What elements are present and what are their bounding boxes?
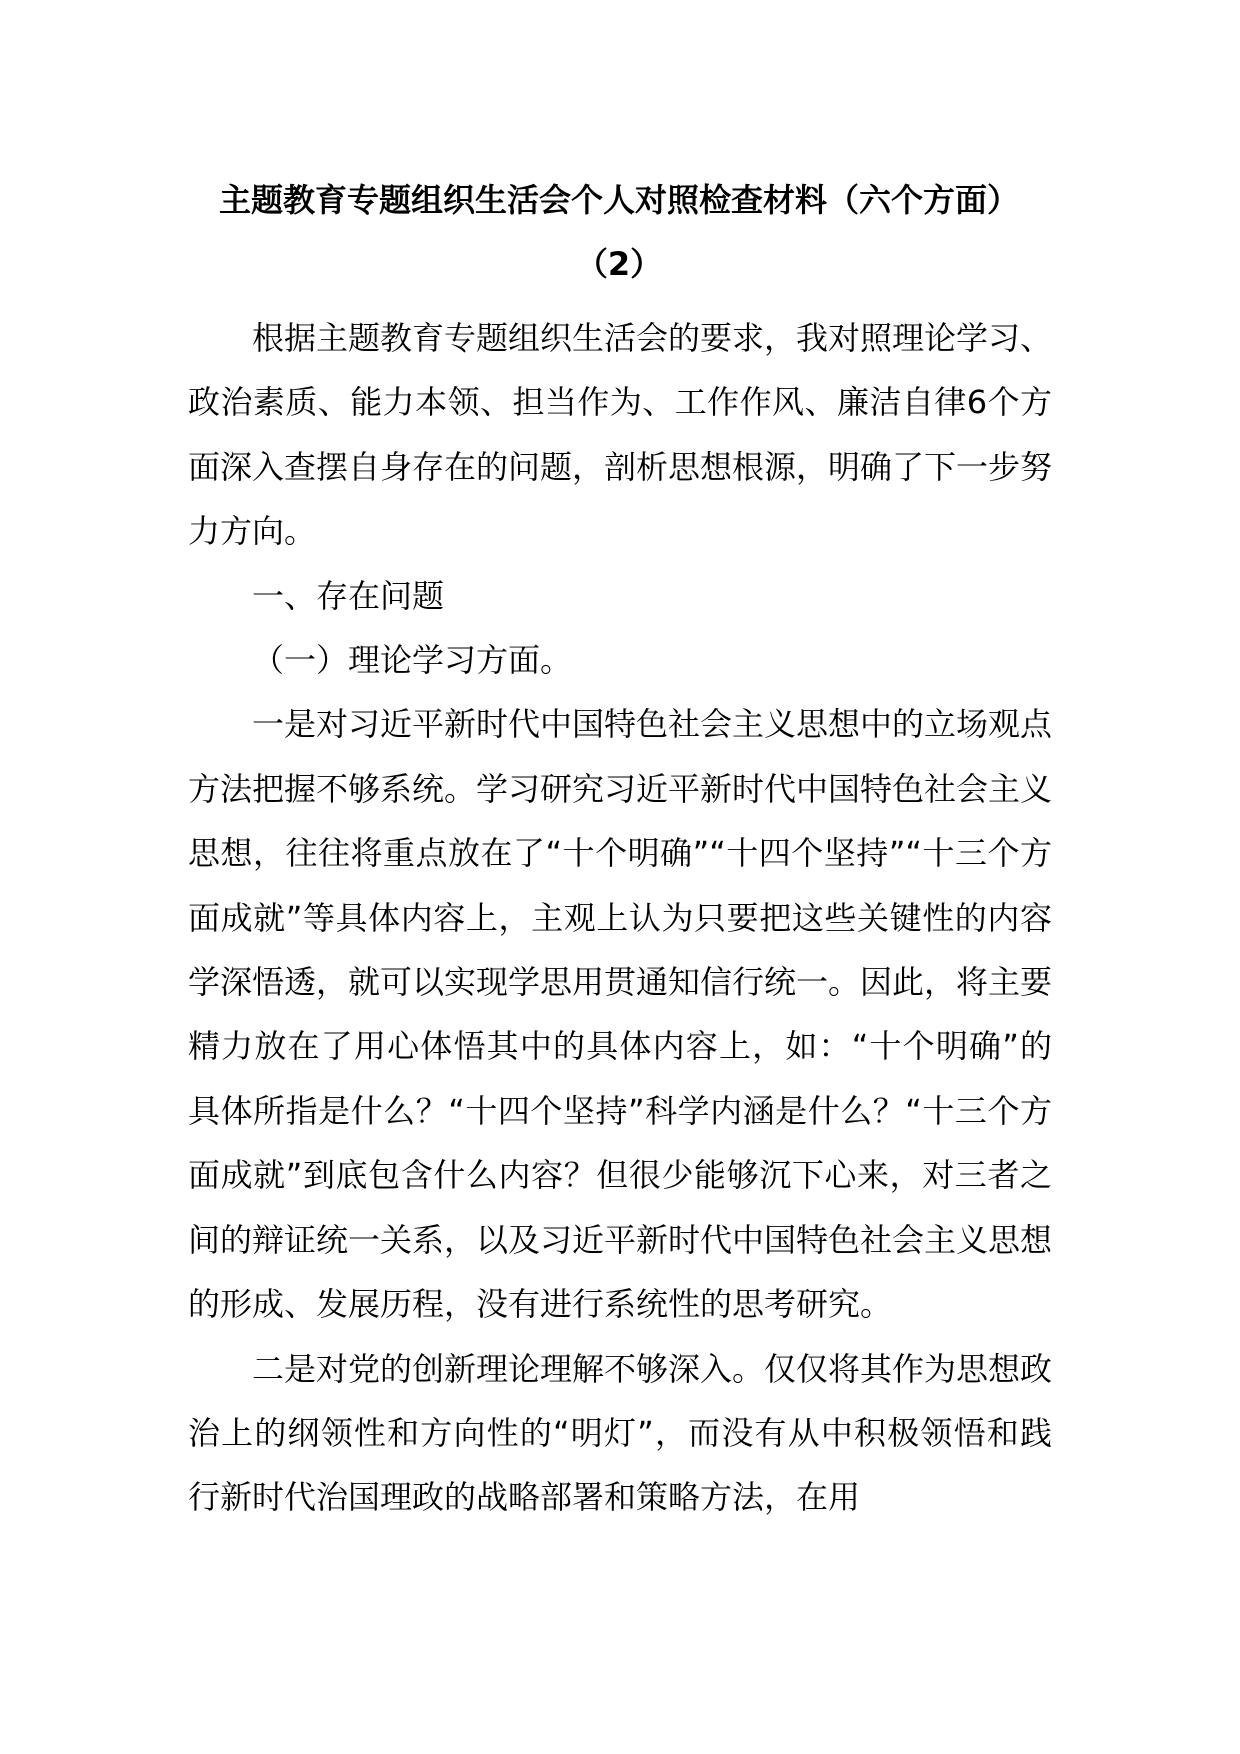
body-paragraph: 一是对习近平新时代中国特色社会主义思想中的立场观点方法把握不够系统。学习研究习近平新时代中国特色社会主义思想，往往将重点放在了“十个明确”“十四个坚持”“十三个方面成就”等具体内容上，主观上认为只要把这些关键性的内容学深悟透，就可以实现学思用贯通知信行统一。因此，将主要精力放在了用心体悟其中的具体内容上，如：“十个明确”的具体所指是什么？“十四个坚持”科学内涵是什么？“十三个方面成就”到底包含什么内容？但很少能够沉下心来，对三者之间的辩证统一关系，以及习近平新时代中国特色社会主义思想的形成、发展历程，没有进行系统性的思考研究。 bbox=[188, 705, 1053, 1324]
section-heading: 一、存在问题 bbox=[252, 576, 445, 615]
document-title-number: （2） bbox=[575, 245, 663, 283]
document-title: 主题教育专题组织生活会个人对照检查材料（六个方面） bbox=[218, 181, 1019, 219]
subsection-heading: （一）理论学习方面。 bbox=[252, 641, 573, 680]
document-body bbox=[188, 306, 1052, 1530]
body-paragraph: 二是对党的创新理论理解不够深入。仅仅将其作为思想政治上的纲领性和方向性的“明灯”，而没有从中积极领悟和践行新时代治国理政的战略部署和策略方法，在用 bbox=[188, 1349, 1053, 1517]
intro-paragraph: 根据主题教育专题组织生活会的要求，我对照理论学习、政治素质、能力本领、担当作为、工作作风、廉洁自律6个方面深入查摆自身存在的问题，剖析思想根源，明确了下一步努力方向。 bbox=[188, 319, 1053, 551]
